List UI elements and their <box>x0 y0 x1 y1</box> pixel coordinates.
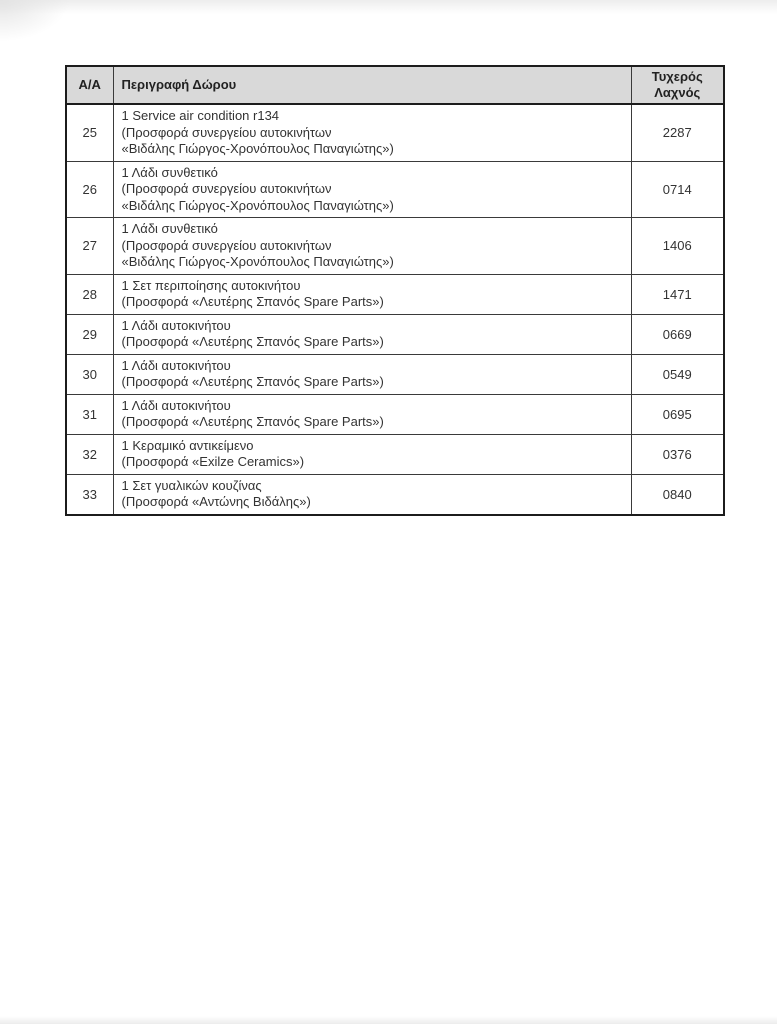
prize-description <box>113 434 631 474</box>
table-row <box>66 218 724 275</box>
header-row <box>66 66 724 104</box>
prize-description-line: 1 Λάδι αυτοκινήτου <box>121 317 231 333</box>
header-cell-lot: Τυχερός Λαχνός <box>631 66 724 104</box>
lucky-lot-number: 1471 <box>631 274 724 314</box>
row-index: 29 <box>66 314 113 354</box>
prize-description-line: 1 Service air condition r134 <box>121 108 280 123</box>
row-index: 28 <box>66 274 113 314</box>
prize-table <box>65 65 725 516</box>
prize-description-line: 1 Κεραμικό αντικείμενο <box>121 437 254 453</box>
table-row <box>66 354 724 394</box>
prize-description-line: 1 Λάδι αυτοκινήτου <box>121 357 231 373</box>
table-row <box>66 394 724 434</box>
prize-description-line: «Βιδάλης Γιώργος-Χρονόπουλος Παναγιώτης») <box>121 254 394 269</box>
prize-description-line: (Προσφορά «Λευτέρης Σπανός Spare Parts») <box>121 294 384 309</box>
prize-description-line: (Προσφορά συνεργείου αυτοκινήτων <box>121 124 332 140</box>
lucky-lot-number: 0695 <box>631 394 724 434</box>
row-index: 27 <box>66 218 113 275</box>
table-row <box>66 434 724 474</box>
prize-description-line: (Προσφορά «Λευτέρης Σπανός Spare Parts») <box>121 414 384 429</box>
prize-description <box>113 354 631 394</box>
prize-table-header <box>66 66 724 104</box>
table-row <box>66 314 724 354</box>
prize-description-line: «Βιδάλης Γιώργος-Χρονόπουλος Παναγιώτης») <box>121 197 394 213</box>
prize-description <box>113 274 631 314</box>
prize-description <box>113 104 631 161</box>
prize-description <box>113 474 631 515</box>
prize-description <box>113 161 631 218</box>
prize-description-line: (Προσφορά «Exilze Ceramics») <box>121 454 305 469</box>
prize-description-line: (Προσφορά συνεργείου αυτοκινήτων <box>121 181 332 196</box>
table-row <box>66 161 724 218</box>
table-row <box>66 274 724 314</box>
lucky-lot-number: 0714 <box>631 161 724 218</box>
lucky-lot-number: 1406 <box>631 218 724 275</box>
scan-artifact-bottom <box>0 1016 777 1024</box>
prize-description-line: 1 Σετ περιποίησης αυτοκινήτου <box>121 277 301 293</box>
prize-description-line: (Προσφορά συνεργείου αυτοκινήτων <box>121 237 332 253</box>
prize-table-body <box>66 104 724 515</box>
row-index: 30 <box>66 354 113 394</box>
lucky-lot-number: 0840 <box>631 474 724 515</box>
prize-description <box>113 218 631 275</box>
lucky-lot-number: 2287 <box>631 104 724 161</box>
prize-description-line: (Προσφορά «Λευτέρης Σπανός Spare Parts») <box>121 374 384 389</box>
prize-description-line: 1 Λάδι συνθετικό <box>121 164 218 180</box>
prize-description-line: (Προσφορά «Λευτέρης Σπανός Spare Parts») <box>121 334 384 349</box>
scan-artifact-top <box>0 0 777 14</box>
row-index: 32 <box>66 434 113 474</box>
lucky-lot-number: 0376 <box>631 434 724 474</box>
row-index: 26 <box>66 161 113 218</box>
prize-description <box>113 314 631 354</box>
prize-description-line: 1 Λάδι συνθετικό <box>121 221 218 236</box>
scan-artifact-top-left <box>0 0 70 42</box>
prize-description-line: «Βιδάλης Γιώργος-Χρονόπουλος Παναγιώτης») <box>121 141 394 156</box>
header-cell-index: A/A <box>66 66 113 104</box>
lucky-lot-number: 0669 <box>631 314 724 354</box>
prize-description-line: (Προσφορά «Αντώνης Βιδάλης») <box>121 494 311 509</box>
lucky-lot-number: 0549 <box>631 354 724 394</box>
row-index: 33 <box>66 474 113 515</box>
table-row <box>66 104 724 161</box>
table-row <box>66 474 724 515</box>
prize-description-line: 1 Σετ γυαλικών κουζίνας <box>121 477 262 493</box>
row-index: 25 <box>66 104 113 161</box>
header-cell-description: Περιγραφή Δώρου <box>113 66 631 104</box>
row-index: 31 <box>66 394 113 434</box>
prize-description <box>113 394 631 434</box>
prize-description-line: 1 Λάδι αυτοκινήτου <box>121 397 231 413</box>
